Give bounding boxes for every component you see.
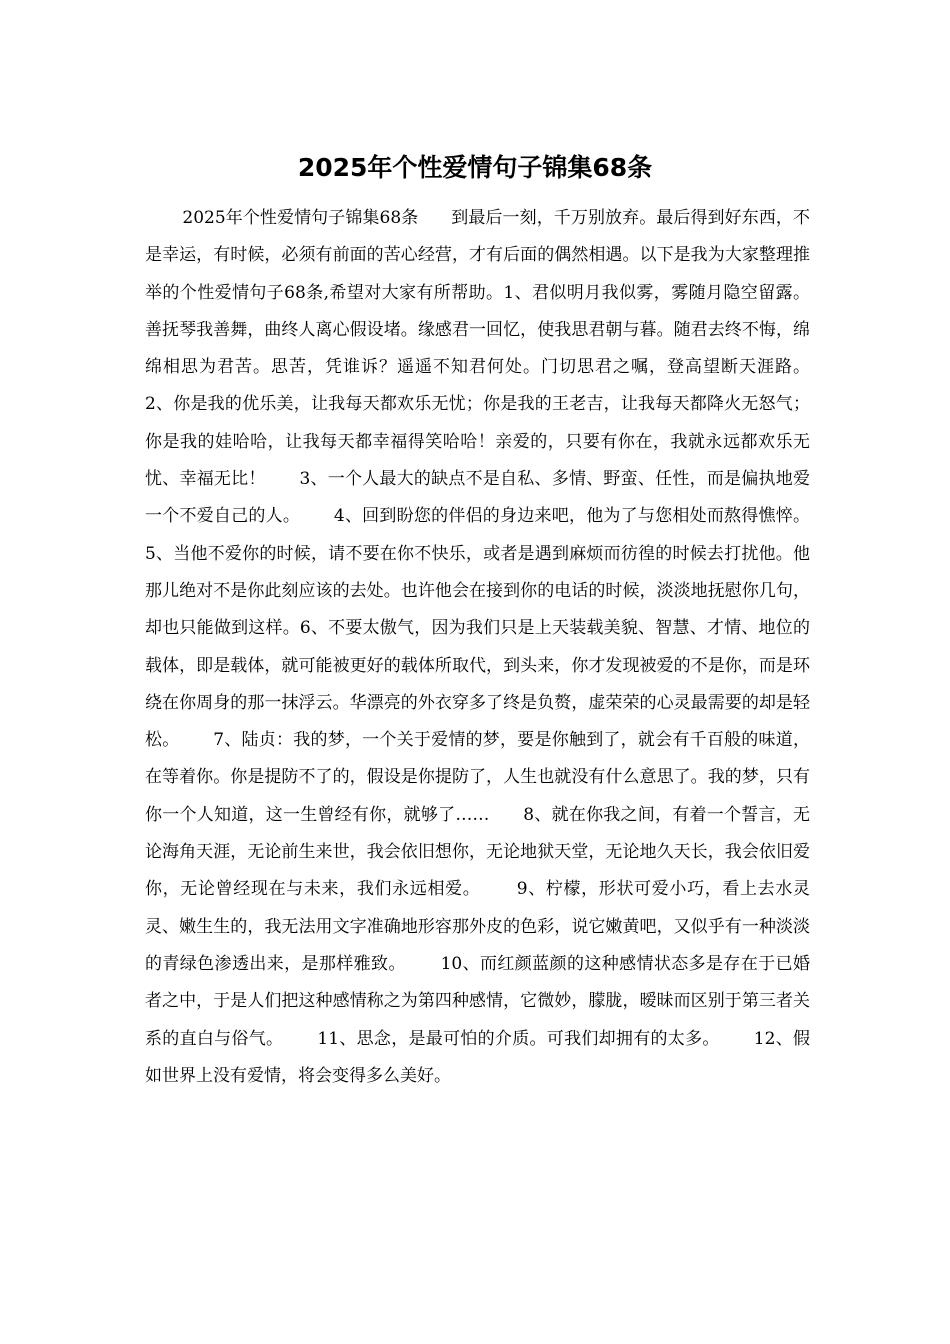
document-body: 2025年个性爱情句子锦集68条 到最后一刻，千万别放弃。最后得到好东西，不是幸运，有时候，必须有前面的苦心经营，才有后面的偶然相遇。以下是我为大家整理推举的个性爱情句子68条,希望对大家有所帮助。1、君似明月我似雾，雾随月隐空留露。善抚琴我善舞，曲终人离心假设堵。缘感君一回忆，使我思君朝与暮。随君去终不悔，绵绵相思为君苦。思苦，凭谁诉？遥遥不知君何处。门切思君之嘱，登高望断天涯路。 2、你是我的优乐美，让我每天都欢乐无忧；你是我的王老吉，让我每天都降火无怒气；你是我的娃哈哈，让我每天都幸福得笑哈哈！亲爱的，只要有你在，我就永远都欢乐无忧、幸福无比！ 3、一个人最大的缺点不是自私、多情、野蛮、任性，而是偏执地爱一个不爱自己的人。 4、回到盼您的伴侣的身边来吧，他为了与您相处而熬得憔悴。 5、当他不爱你的时候，请不要在你不快乐，或者是遇到麻烦而彷徨的时候去打扰他。他那儿绝对不是你此刻应该的去处。也许他会在接到你的电话的时候，淡淡地抚慰你几句，却也只能做到这样。6、不要太傲气，因为我们只是上天装载美貌、智慧、才情、地位的载体，即是载体，就可能被更好的载体所取代，到头来，你才发现被爱的不是你，而是环绕在你周身的那一抹浮云。华漂亮的外衣穿多了终是负赘，虚荣荣的心灵最需要的却是轻松。 7、陆贞：我的梦，一个关于爱情的梦，要是你触到了，就会有千百般的味道，在等着你。你是提防不了的，假设是你提防了，人生也就没有什么意思了。我的梦，只有你一个人知道，这一生曾经有你，就够了…… 8、就在你我之间，有着一个誓言，无论海角天涯，无论前生来世，我会依旧想你，无论地狱天堂，无论地久天长，我会依旧爱你，无论曾经现在与未来，我们永远相爱。 9、柠檬，形状可爱小巧，看上去水灵灵、嫩生生的，我无法用文字准确地形容那外皮的色彩，说它嫩黄吧，又似乎有一种淡淡的青绿色渗透出来，是那样雅致。 10、而红颜蓝颜的这种感情状态多是存在于已婚者之中，于是人们把这种感情称之为第四种感情，它微妙，朦胧，暧昧而区别于第三者关系的直白与俗气。 11、思念，是最可怕的介质。可我们却拥有的太多。 12、假如世界上没有爱情，将会变得多么美好。 (145, 208, 843, 1086)
document-title: 2025年个性爱情句子锦集68条 (297, 153, 653, 182)
